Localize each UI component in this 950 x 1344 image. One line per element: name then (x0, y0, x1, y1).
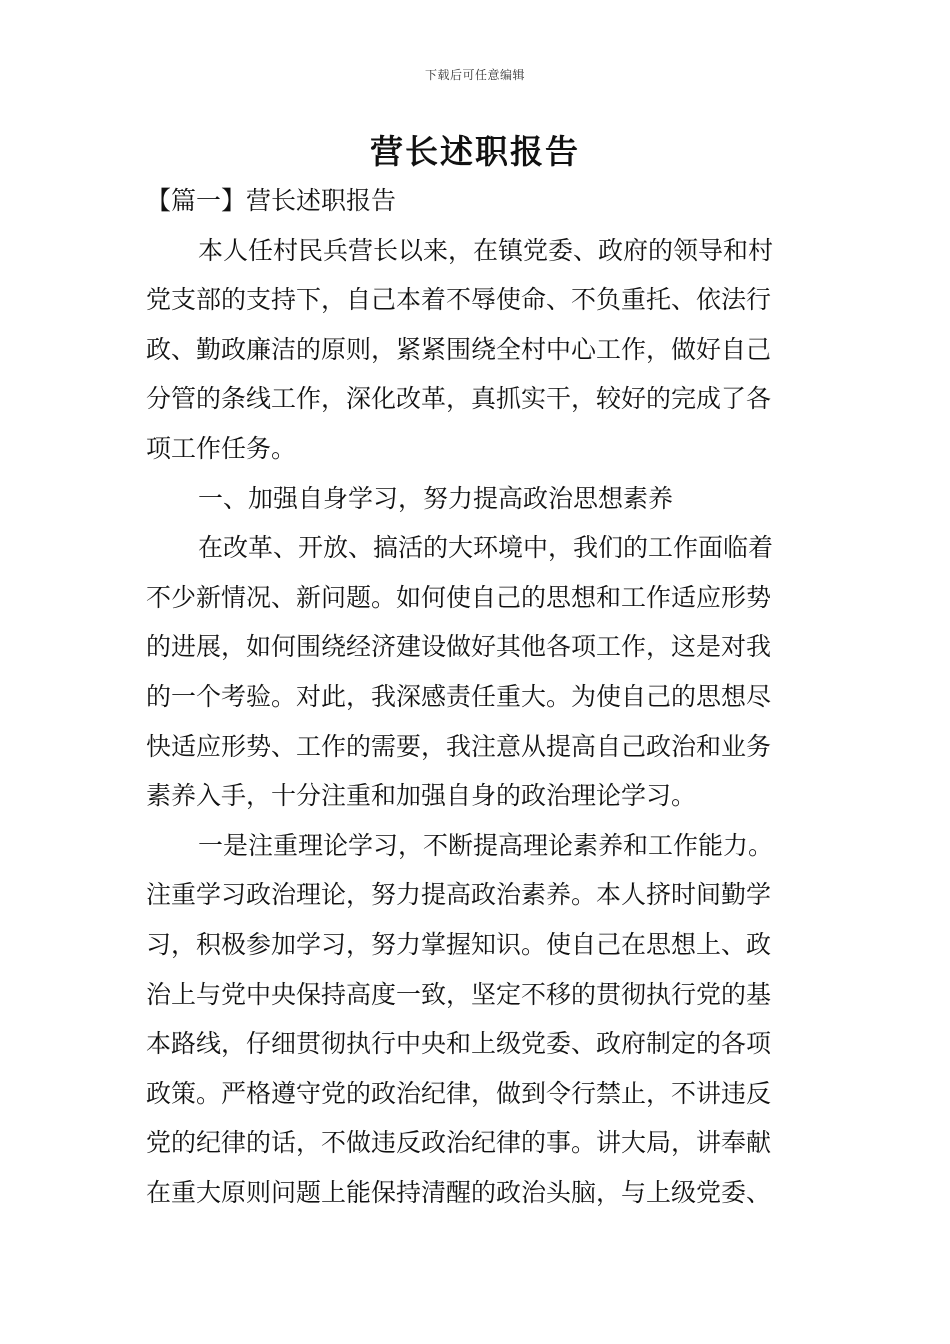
header-note: 下载后可任意编辑 (424, 68, 525, 82)
text-line: 本人任村民兵营长以来，在镇党委、政府的领导和村 (198, 235, 774, 265)
document-body (146, 176, 806, 1217)
text-line: 政策。严格遵守党的政治纪律，做到令行禁止，不讲违反 (146, 1078, 772, 1108)
text-line: 的一个考验。对此，我深感责任重大。为使自己的思想尽 (146, 681, 772, 711)
text-line: 快适应形势、工作的需要，我注意从提高自己政治和业务 (146, 731, 772, 761)
text-line: 注重学习政治理论，努力提高政治素养。本人挤时间勤学 (146, 880, 772, 910)
document-title: 营长述职报告 (370, 132, 580, 171)
text-line: 治上与党中央保持高度一致，坚定不移的贯彻执行党的基 (146, 979, 772, 1009)
text-line: 项工作任务。 (146, 433, 297, 463)
text-line: 一、加强自身学习，努力提高政治思想素养 (198, 483, 674, 513)
text-line: 素养入手，十分注重和加强自身的政治理论学习。 (146, 781, 697, 811)
text-line: 不少新情况、新问题。如何使自己的思想和工作适应形势 (146, 582, 772, 612)
text-line: 在改革、开放、搞活的大环境中，我们的工作面临着 (198, 533, 774, 563)
text-line: 政、勤政廉洁的原则，紧紧围绕全村中心工作，做好自己 (146, 334, 772, 364)
text-line: 在重大原则问题上能保持清醒的政治头脑，与上级党委、 (146, 1177, 772, 1207)
text-line: 一是注重理论学习，不断提高理论素养和工作能力。 (198, 830, 774, 860)
section-heading: 【篇一】营长述职报告 (146, 186, 397, 215)
text-line: 分管的条线工作，深化改革，真抓实干，较好的完成了各 (146, 384, 772, 414)
text-line: 本路线，仔细贯彻执行中央和上级党委、政府制定的各项 (146, 1029, 772, 1059)
text-line: 的进展，如何围绕经济建设做好其他各项工作，这是对我 (146, 632, 772, 662)
text-line: 习，积极参加学习，努力掌握知识。使自己在思想上、政 (146, 929, 772, 959)
text-line: 党支部的支持下，自己本着不辱使命、不负重托、依法行 (146, 285, 772, 315)
text-line: 党的纪律的话，不做违反政治纪律的事。讲大局，讲奉献 (146, 1128, 772, 1158)
